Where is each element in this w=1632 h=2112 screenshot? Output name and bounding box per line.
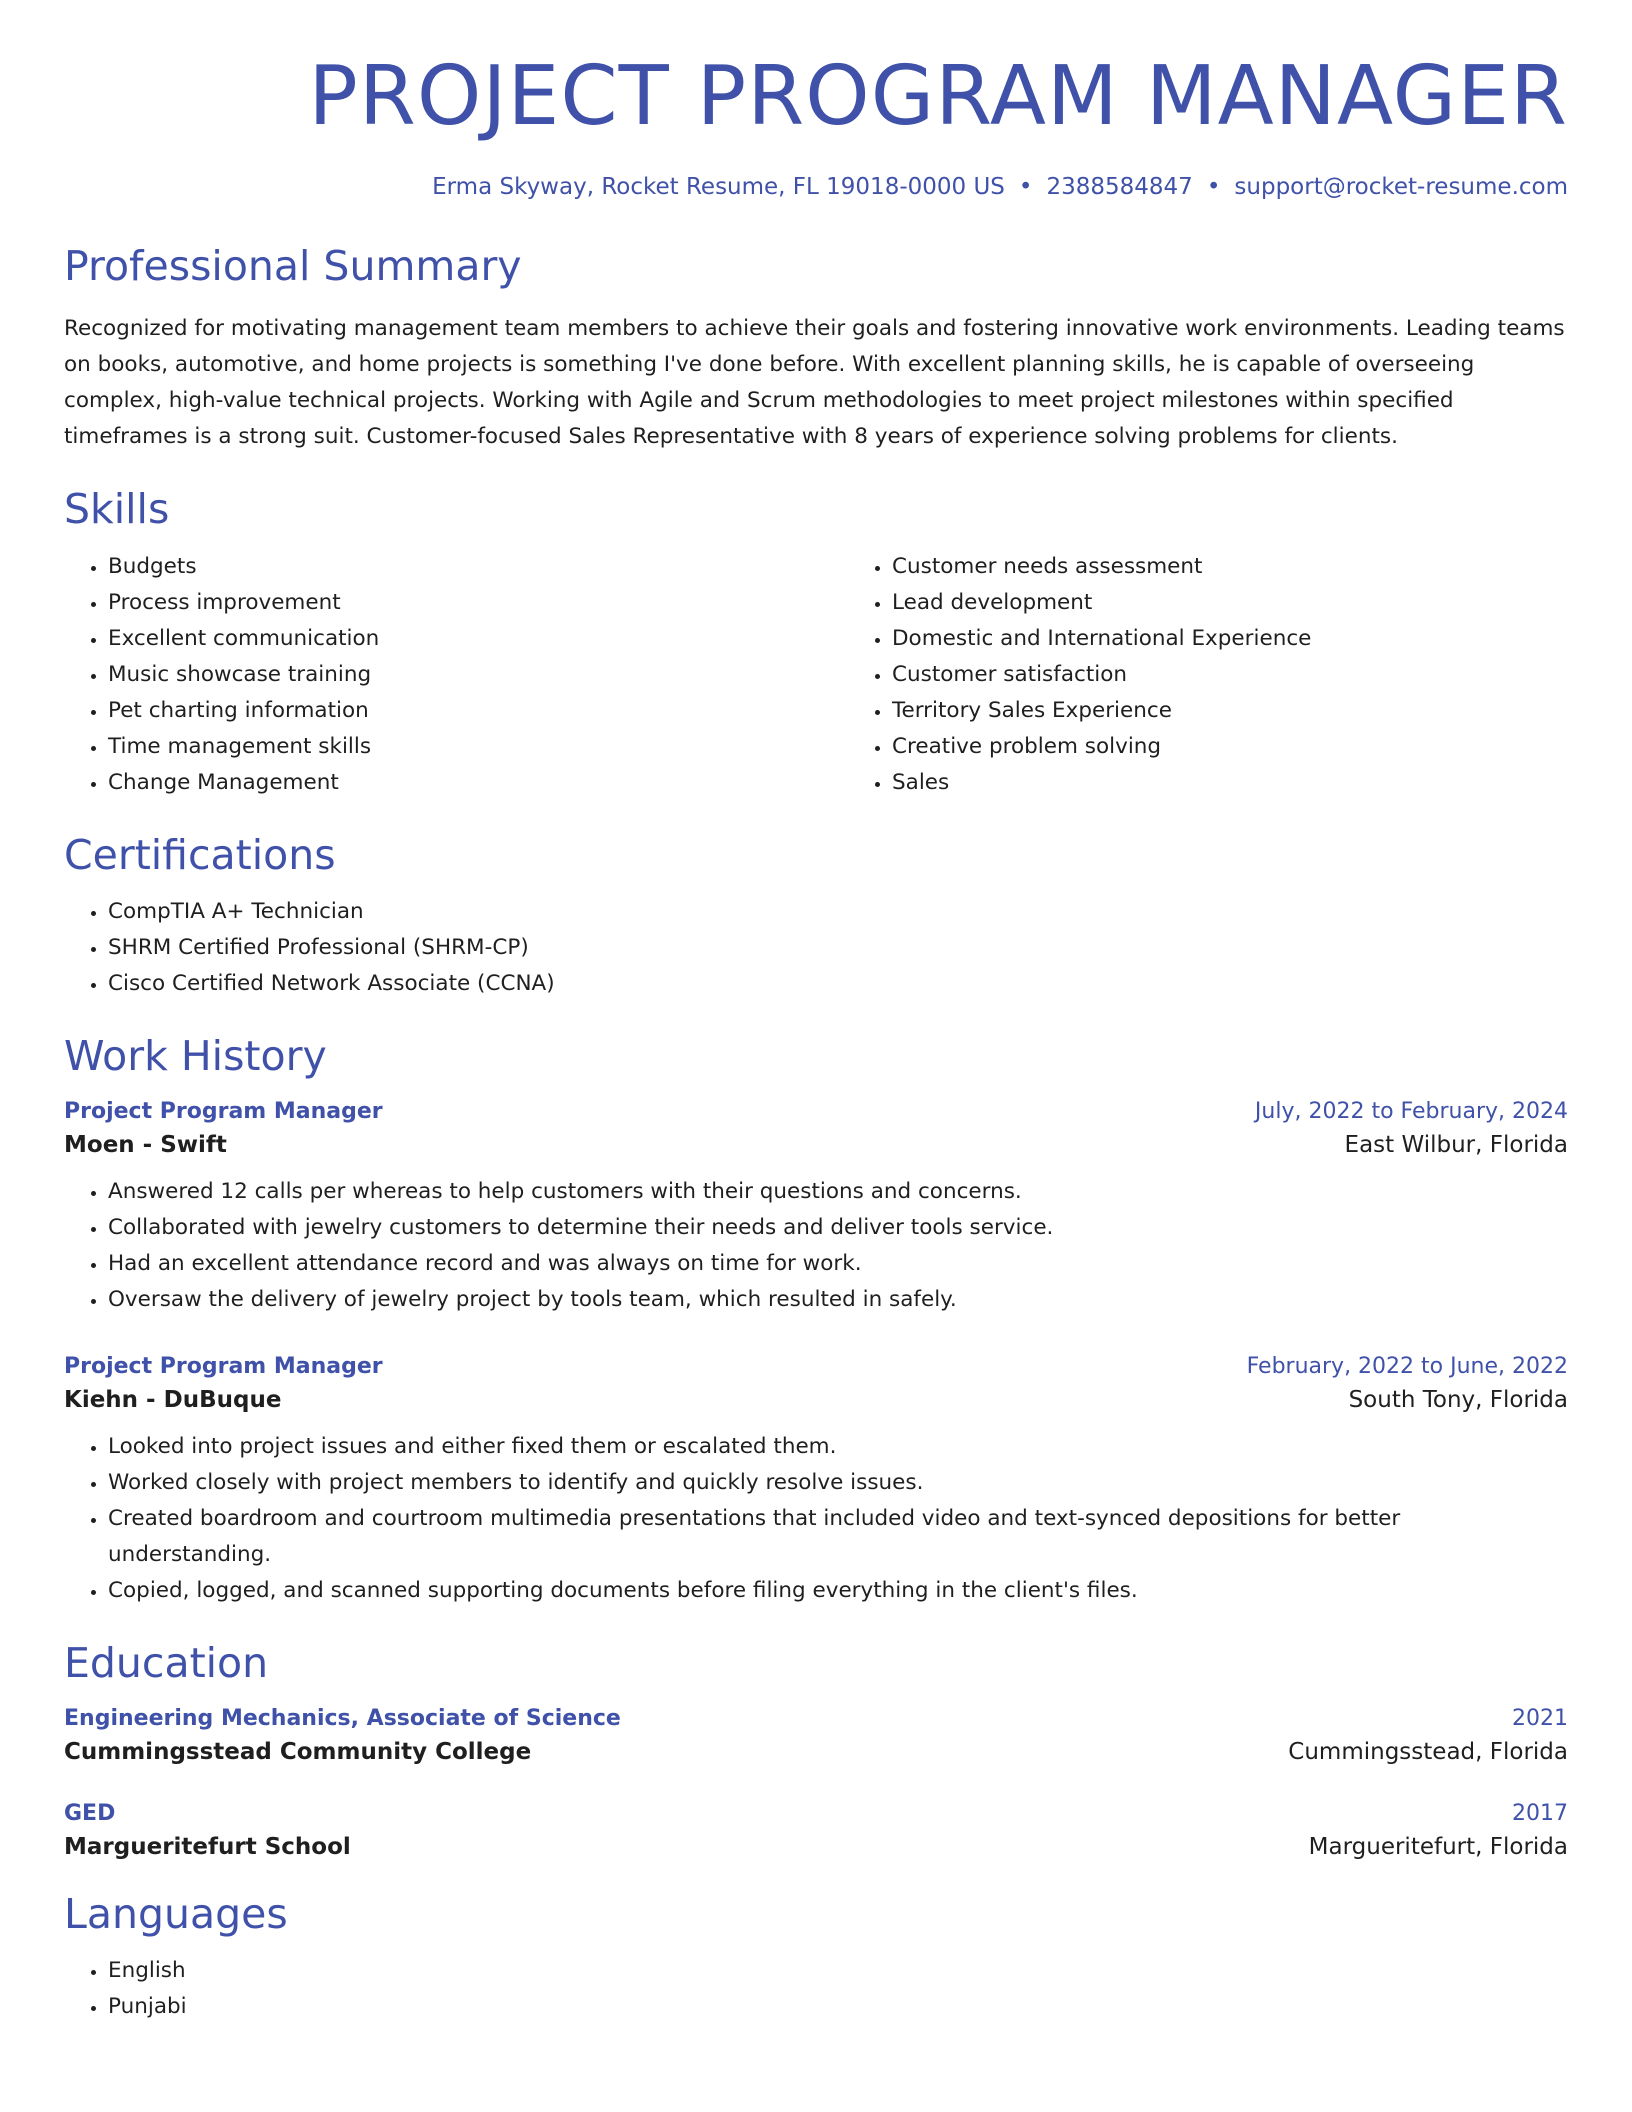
education-degree-row	[64, 1706, 1568, 1731]
skill-item: • Excellent communication	[108, 621, 848, 657]
education-degree-row	[64, 1801, 1568, 1826]
certification-item: • Cisco Certified Network Associate (CCNA)	[108, 966, 1568, 1002]
skills-section	[64, 485, 1568, 800]
education-school-row	[64, 1731, 1568, 1765]
education-school: Margueritefurt School	[64, 1834, 351, 1861]
job-bullet: • Collaborated with jewelry customers to determine their needs and deliver tools service.	[108, 1210, 1568, 1246]
contact-line	[64, 174, 1568, 200]
job-title-row	[64, 1354, 1568, 1379]
contact-separator: •	[1018, 174, 1033, 201]
skill-item: • Customer needs assessment	[892, 549, 1632, 585]
summary-heading: Professional Summary	[64, 242, 522, 291]
education-year: 2017	[1512, 1801, 1568, 1827]
job-company-row	[64, 1124, 1568, 1158]
contact-separator: •	[1206, 174, 1221, 201]
certifications-section	[64, 831, 1568, 1002]
job-location: East Wilbur, Florida	[1344, 1131, 1568, 1158]
skill-item: • Domestic and International Experience	[892, 621, 1632, 657]
job-entry	[64, 1354, 1568, 1609]
job-title: Project Program Manager	[64, 1353, 383, 1379]
education-location: Margueritefurt, Florida	[1308, 1834, 1568, 1861]
education-school: Cummingsstead Community College	[64, 1739, 532, 1766]
job-entry	[64, 1099, 1568, 1318]
job-location: South Tony, Florida	[1348, 1386, 1568, 1413]
language-item: • English	[108, 1953, 1568, 1989]
education-entry	[64, 1801, 1568, 1860]
skill-item: • Music showcase training	[108, 657, 848, 693]
skill-item: • Budgets	[108, 549, 848, 585]
resume-header	[64, 0, 1568, 200]
education-school-row	[64, 1826, 1568, 1860]
summary-text: Recognized for motivating management team members to achieve their goals and fostering innovative work environments. Leading teams on books, automotive, and home projects is something I've done before. With excellent planning skills, he is capable of overseeing complex, high-value technical projects. Working with Agile and Scrum methodologies to meet project milestones within specified timeframes is a strong suit. Customer-focused Sales Representative with 8 years of experience solving problems for clients.	[64, 316, 1565, 450]
skill-item: • Process improvement	[108, 585, 848, 621]
certifications-list	[64, 894, 1568, 1002]
skills-list-left	[64, 549, 848, 801]
certifications-heading: Certifications	[64, 830, 336, 879]
job-title: Project Program Manager	[64, 1098, 383, 1124]
education-heading: Education	[64, 1638, 269, 1687]
skill-item: • Lead development	[892, 585, 1632, 621]
skill-item: • Creative problem solving	[892, 729, 1632, 765]
contact-phone[interactable]: 2388584847	[1046, 174, 1193, 201]
skill-item: • Territory Sales Experience	[892, 693, 1632, 729]
job-bullet: • Copied, logged, and scanned supporting documents before filing everything in the client's files.	[108, 1573, 1568, 1609]
skill-item: • Time management skills	[108, 729, 848, 765]
job-bullets	[64, 1174, 1568, 1318]
skills-columns	[64, 549, 1568, 801]
candidate-title: PROJECT PROGRAM MANAGER	[308, 49, 1568, 144]
job-bullet: • Worked closely with project members to identify and quickly resolve issues.	[108, 1465, 1568, 1501]
job-dates: February, 2022 to June, 2022	[1246, 1353, 1568, 1379]
education-location: Cummingsstead, Florida	[1288, 1739, 1568, 1766]
job-title-row	[64, 1099, 1568, 1124]
job-bullet: • Created boardroom and courtroom multimedia presentations that included video and text-synced depositions for better understanding.	[108, 1501, 1568, 1573]
work-history-heading: Work History	[64, 1031, 327, 1080]
job-company-row	[64, 1379, 1568, 1413]
skills-list-right	[848, 549, 1632, 801]
skill-item: • Sales	[892, 765, 1632, 801]
skill-item: • Change Management	[108, 765, 848, 801]
language-item: • Punjabi	[108, 1989, 1568, 2025]
job-bullet: • Had an excellent attendance record and was always on time for work.	[108, 1246, 1568, 1282]
education-year: 2021	[1512, 1706, 1568, 1732]
contact-address: Erma Skyway, Rocket Resume, FL 19018-0000 US	[432, 174, 1005, 201]
contact-email[interactable]: support@rocket-resume.com	[1234, 174, 1568, 201]
education-degree: GED	[64, 1801, 116, 1827]
job-company: Moen - Swift	[64, 1131, 227, 1158]
languages-list	[64, 1953, 1568, 2025]
certification-item: • CompTIA A+ Technician	[108, 894, 1568, 930]
summary-section	[64, 242, 1568, 455]
education-degree: Engineering Mechanics, Associate of Science	[64, 1706, 621, 1732]
skill-item: • Customer satisfaction	[892, 657, 1632, 693]
languages-section	[64, 1890, 1568, 2025]
job-bullet: • Oversaw the delivery of jewelry project by tools team, which resulted in safely.	[108, 1282, 1568, 1318]
job-company: Kiehn - DuBuque	[64, 1386, 282, 1413]
job-bullets	[64, 1429, 1568, 1609]
job-dates: July, 2022 to February, 2024	[1254, 1098, 1568, 1124]
education-section	[64, 1639, 1568, 1860]
job-bullet: • Answered 12 calls per whereas to help customers with their questions and concerns.	[108, 1174, 1568, 1210]
job-bullet: • Looked into project issues and either fixed them or escalated them.	[108, 1429, 1568, 1465]
certification-item: • SHRM Certified Professional (SHRM-CP)	[108, 930, 1568, 966]
languages-heading: Languages	[64, 1890, 288, 1939]
skills-heading: Skills	[64, 485, 170, 534]
skill-item: • Pet charting information	[108, 693, 848, 729]
work-history-section	[64, 1032, 1568, 1609]
education-entry	[64, 1706, 1568, 1765]
